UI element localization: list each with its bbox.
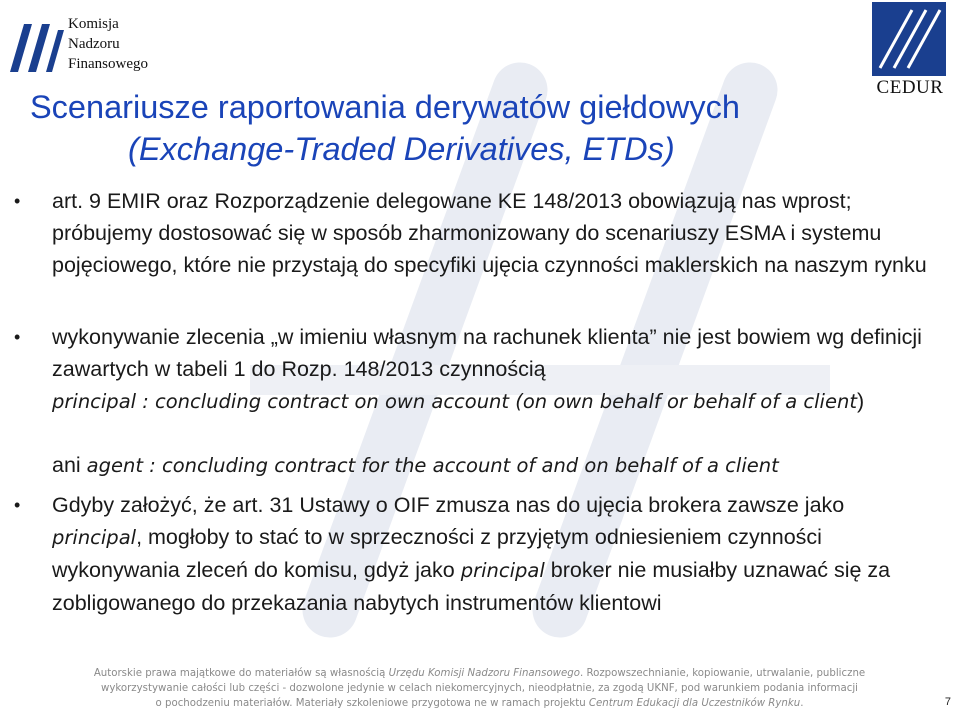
knf-logo-line3: Finansowego xyxy=(68,56,148,72)
bullet-3-text-2: , mogłoby to stać to w sprzeczności z przyjętym odniesieniem czynności wykonywania zleceń do komisu, gdyż jako xyxy=(52,525,822,582)
footer-line-3 xyxy=(0,696,959,711)
footer-line-1-a: Autorskie prawa majątkowe do materiałów są własnością xyxy=(93,668,389,679)
principal-term: principal xyxy=(52,390,137,413)
knf-logo-line1: Komisja xyxy=(68,16,119,32)
bullet-3-text-1: Gdyby założyć, że art. 31 Ustawy o OIF zmusza nas do ujęcia brokera zawsze jako xyxy=(52,493,845,517)
bullet-2-continued xyxy=(52,449,932,482)
footer-line-1 xyxy=(0,666,959,681)
footer-line-2: wykorzystywanie całości lub części - dozwolone jedynie w celach niekomercyjnych, nieodpłatnie, za zgodą UKNF, pod warunkiem podania informacji xyxy=(100,683,858,694)
footer-line-3-org: Centrum Edukacji dla Uczestników Rynku xyxy=(588,698,801,709)
bullet-1-text: art. 9 EMIR oraz Rozporządzenie delegowane KE 148/2013 obowiązują nas wprost; próbujemy dostosować się w sposób zharmonizowany do scenariuszy ESMA i systemu pojęciowego, które nie przystają do specyfiki ujęcia czynności maklerskich na naszym rynku xyxy=(52,189,927,277)
knf-logo xyxy=(6,8,176,80)
title-line-1: Scenariusze raportowania derywatów giełdowych xyxy=(30,89,740,125)
footer-line-3-a: o pochodzeniu materiałów. Materiały szkoleniowe przygotowa ne w ramach projektu xyxy=(155,698,589,709)
page-number: 7 xyxy=(944,696,951,708)
slide-title xyxy=(30,86,870,170)
bullet-2-text: wykonywanie zlecenia „w imieniu własnym na rachunek klienta” nie jest bowiem wg definicji zawartych w tabeli 1 do Rozp. 148/2013 czynnością xyxy=(52,325,922,381)
bullet-3-term-2: principal xyxy=(460,559,545,582)
footer-line-3-b: . xyxy=(800,698,804,709)
knf-emblem-icon xyxy=(6,14,66,76)
bullet-3-text-3: broker nie musiałby uznawać się za zobligowanego do przekazania nabytych instrumentów klientowi xyxy=(52,558,891,615)
title-line-2: (Exchange-Traded Derivatives, ETDs) xyxy=(128,131,675,167)
footer-line-1-org: Urzędu Komisji Nadzoru Finansowego xyxy=(388,668,580,679)
cedur-emblem-icon xyxy=(872,2,946,76)
bullet-2 xyxy=(14,321,932,418)
knf-logo-line2: Nadzoru xyxy=(68,36,120,52)
agent-prefix: ani xyxy=(52,453,87,477)
bullet-dot-icon: • xyxy=(14,327,21,347)
bullet-3 xyxy=(14,489,932,619)
bullet-3-term-1: principal xyxy=(52,526,137,549)
bullet-dot-icon: • xyxy=(14,191,21,211)
agent-term: agent xyxy=(86,454,144,477)
cedur-logo xyxy=(868,2,952,100)
bullet-1 xyxy=(14,185,932,281)
footer-line-1-b: . Rozpowszechnianie, kopiowanie, utrwalanie, publiczne xyxy=(579,668,866,679)
bullet-dot-icon: • xyxy=(14,495,21,515)
agent-definition: : concluding contract for the account of and on behalf of a client xyxy=(143,454,779,477)
cedur-logo-label: CEDUR xyxy=(876,77,944,98)
copyright-footer xyxy=(0,666,959,711)
principal-definition-close: ) xyxy=(856,389,865,413)
principal-definition: : concluding contract on own account (on own behalf or behalf of a client xyxy=(136,390,857,413)
